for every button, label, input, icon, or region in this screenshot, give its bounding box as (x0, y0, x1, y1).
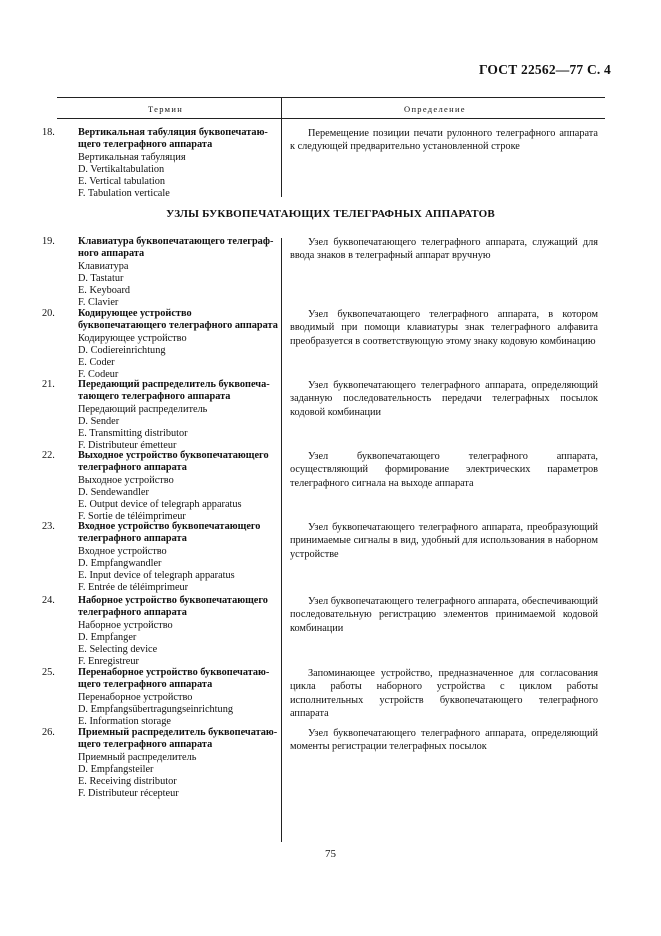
definition-26: Узел буквопечатающего телеграфного аппарата, определяющий моменты регистрации телеграфных посылок (290, 728, 598, 753)
definition-22: Узел буквопечатающего телеграфного аппарата, осуществляющий формирование электрических параметров телеграфного сигнала на выходе аппарата (290, 451, 598, 489)
term-line: Приемный распределитель (78, 751, 197, 763)
column-header-definition: Определение (404, 104, 466, 114)
term-entry-22 (42, 450, 278, 524)
term-entry-21 (42, 379, 278, 453)
definition-25: Запоминающее устройство, предназначенное для согласования цикла работы наборного устройства с циклом работы исполнительных устройств буквопечатающего телеграфного аппарата (290, 668, 598, 720)
section-title: УЗЛЫ БУКВОПЕЧАТАЮЩИХ ТЕЛЕГРАФНЫХ АППАРАТОВ (166, 208, 495, 220)
term-entry-24 (42, 595, 278, 669)
definition-19: Узел буквопечатающего телеграфного аппарата, служащий для ввода знаков в телеграфный аппарат вручную (290, 237, 598, 262)
term-entry-25 (42, 667, 278, 728)
page-number: 75 (325, 848, 336, 860)
term-entry-19 (42, 236, 278, 310)
entry-number: 25. (42, 667, 55, 678)
entry-number: 24. (42, 595, 55, 606)
term-line: E. Selecting device (78, 644, 158, 656)
entry-number: 23. (42, 521, 55, 532)
column-divider-upper (281, 97, 282, 197)
term-title: Клавиатура буквопечатающего телеграф-ного аппарата (78, 236, 274, 260)
term-line: D. Empfangsübertragungseinrichtung (78, 703, 233, 715)
definition-18: Перемещение позиции печати рулонного телеграфного аппарата к следующей предварительно установленной строке (290, 128, 598, 153)
table-header-rule (57, 118, 605, 119)
term-line: Выходное устройство (78, 474, 174, 486)
definition-24: Узел буквопечатающего телеграфного аппарата, обеспечивающий последовательную регистрацию элементов принимаемой кодовой комбинации (290, 596, 598, 634)
term-entry-20 (42, 308, 278, 382)
definition-23: Узел буквопечатающего телеграфного аппарата, преобразующий принимаемые сигналы в вид, удобный для использования в наборном устройстве (290, 522, 598, 560)
term-line: D. Empfangsteiler (78, 763, 154, 775)
term-title: Наборное устройство буквопечатающего телеграфного аппарата (78, 595, 268, 619)
term-title: Входное устройство буквопечатающего телеграфного аппарата (78, 521, 261, 545)
term-line: Входное устройство (78, 545, 167, 557)
term-line: F. Distributeur émetteur (78, 440, 177, 452)
term-title: Передающий распределитель буквопеча-тающего телеграфного аппарата (78, 379, 270, 403)
term-line: F. Entrée de téléimprimeur (78, 582, 189, 594)
entry-number: 22. (42, 450, 55, 461)
term-line: E. Transmitting distributor (78, 428, 188, 440)
term-line: Клавиатура (78, 260, 129, 272)
term-entry-18 (42, 127, 278, 201)
term-line: E. Vertical tabulation (78, 176, 166, 188)
term-line: F. Enregistreur (78, 656, 139, 668)
column-divider-lower (281, 238, 282, 842)
entry-number: 18. (42, 127, 55, 138)
term-line: D. Codiereinrichtung (78, 344, 166, 356)
term-line: E. Information storage (78, 716, 171, 728)
term-line: D. Sender (78, 415, 120, 427)
term-line: D. Empfanger (78, 631, 137, 643)
term-line: F. Clavier (78, 297, 119, 309)
entry-number: 19. (42, 236, 55, 247)
term-line: E. Keyboard (78, 285, 131, 297)
term-line: Вертикальная табуляция (78, 151, 186, 163)
entry-number: 26. (42, 727, 55, 738)
term-line: E. Output device of telegraph apparatus (78, 499, 242, 511)
term-line: Наборное устройство (78, 619, 173, 631)
term-entry-23 (42, 521, 278, 595)
term-title: Приемный распределитель буквопечатаю-щего телеграфного аппарата (78, 727, 278, 751)
term-line: Передающий распределитель (78, 403, 208, 415)
term-title: Кодирующее устройство буквопечатающего телеграфного аппарата (78, 308, 278, 332)
term-line: D. Tastatur (78, 272, 124, 284)
term-line: F. Tabulation verticale (78, 188, 170, 200)
term-line: E. Input device of telegraph apparatus (78, 570, 235, 582)
term-line: E. Coder (78, 357, 115, 369)
term-line: E. Receiving distributor (78, 776, 177, 788)
term-title: Вертикальная табуляция буквопечатаю-щего телеграфного аппарата (78, 127, 268, 151)
term-line: D. Sendewandler (78, 486, 149, 498)
term-entry-26 (42, 727, 278, 801)
term-line: F. Sortie de téléimprimeur (78, 511, 186, 523)
entry-number: 21. (42, 379, 55, 390)
definition-20: Узел буквопечатающего телеграфного аппарата, в котором вводимый при помощи клавиатуры знак телеграфного алфавита преобразуется в соответствующую этому знаку кодовую комбинацию (290, 309, 598, 347)
term-title: Перенаборное устройство буквопечатаю-щего телеграфного аппарата (78, 667, 270, 691)
term-line: F. Distributeur récepteur (78, 788, 179, 800)
entry-number: 20. (42, 308, 55, 319)
table-top-rule (57, 97, 605, 98)
term-title: Выходное устройство буквопечатающего телеграфного аппарата (78, 450, 269, 474)
term-line: Перенаборное устройство (78, 691, 193, 703)
term-line: F. Codeur (78, 369, 119, 381)
document-reference: ГОСТ 22562—77 С. 4 (478, 62, 611, 77)
term-line: D. Vertikaltabulation (78, 163, 165, 175)
definition-21: Узел буквопечатающего телеграфного аппарата, определяющий заданную последовательность передачи телеграфных посылок кодовой комбинации (290, 380, 598, 418)
term-line: Кодирующее устройство (78, 332, 187, 344)
term-line: D. Empfangwandler (78, 557, 162, 569)
column-header-term: Термин (148, 104, 184, 114)
